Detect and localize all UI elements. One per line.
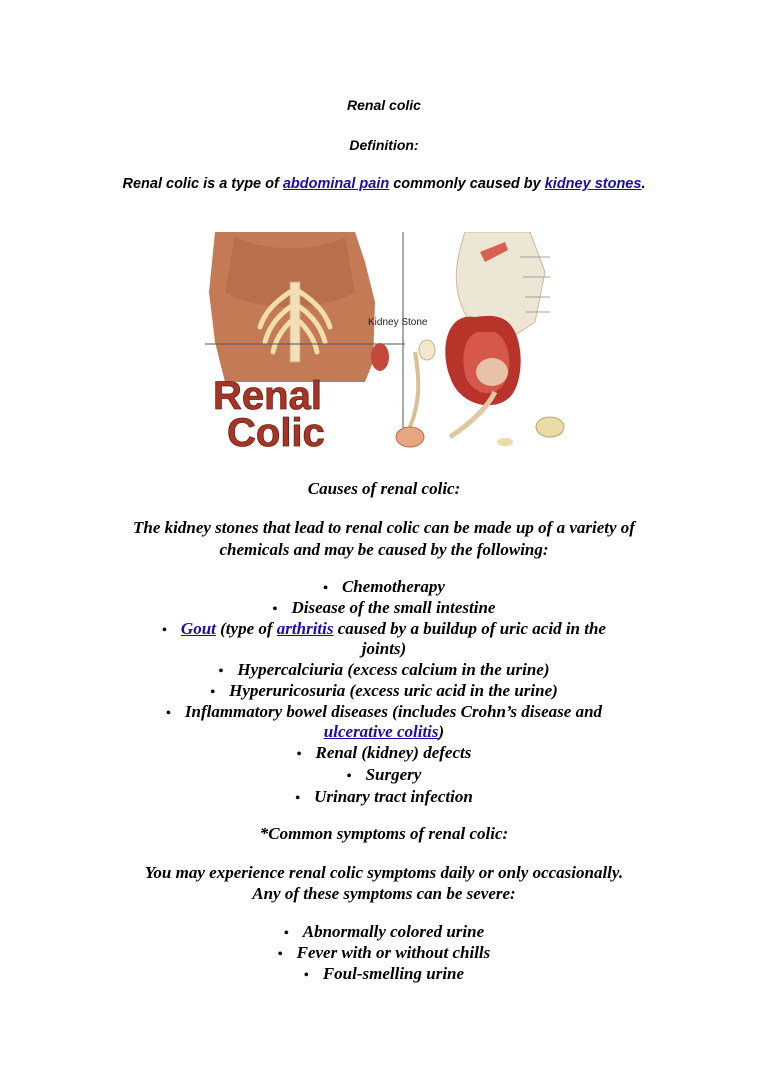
- cause-hyperuricosuria: • Hyperuricosuria (excess uric acid in the urine): [210, 681, 558, 700]
- ulcerative-colitis-link[interactable]: ulcerative colitis: [323, 722, 439, 741]
- symptoms-heading: *Common symptoms of renal colic:: [259, 824, 509, 843]
- cause-chemotherapy: • Chemotherapy: [323, 577, 445, 596]
- kidney-stone-callout: Kidney Stone: [368, 317, 428, 328]
- cause-surgery: • Surgery: [346, 765, 422, 784]
- cause-ibd: • Inflammatory bowel diseases (includes Crohn’s disease and: [165, 702, 603, 721]
- symptom-fever: • Fever with or without chills: [277, 943, 491, 962]
- definition-heading: Definition:: [349, 137, 419, 153]
- causes-intro-line2: chemicals and may be caused by the following:: [219, 540, 549, 559]
- renal-colic-illustration: [205, 232, 577, 454]
- renal-colic-image: [205, 232, 577, 454]
- figure-label-renal: Renal: [213, 374, 322, 418]
- gout-link[interactable]: Gout: [180, 619, 216, 638]
- cause-renal-defects: • Renal (kidney) defects: [296, 743, 472, 762]
- cause-small-intestine: • Disease of the small intestine: [272, 598, 496, 617]
- cause-gout: • Gout (type of arthritis caused by a buildup of uric acid in the: [162, 619, 606, 638]
- causes-heading: Causes of renal colic:: [307, 479, 461, 498]
- cause-hypercalciuria: • Hypercalciuria (excess calcium in the urine): [218, 660, 550, 679]
- definition-text: Renal colic is a type of abdominal pain commonly caused by kidney stones.: [122, 176, 646, 192]
- symptoms-intro-line1: You may experience renal colic symptoms daily or only occasionally.: [144, 863, 624, 882]
- cause-ibd-line2: ulcerative colitis): [323, 722, 445, 741]
- causes-intro-line1: The kidney stones that lead to renal colic can be made up of a variety of: [133, 518, 635, 537]
- cause-uti: • Urinary tract infection: [295, 787, 473, 806]
- page-title: Renal colic: [347, 97, 421, 113]
- figure-label-colic: Colic: [227, 411, 325, 454]
- kidney-stones-link[interactable]: kidney stones: [544, 176, 642, 192]
- abdominal-pain-link[interactable]: abdominal pain: [282, 176, 390, 192]
- symptom-foul-urine: • Foul-smelling urine: [303, 964, 465, 983]
- symptom-urine-color: • Abnormally colored urine: [283, 922, 485, 941]
- arthritis-link[interactable]: arthritis: [276, 619, 334, 638]
- cause-gout-line2: joints): [361, 639, 407, 658]
- symptoms-intro-line2: Any of these symptoms can be severe:: [252, 884, 516, 903]
